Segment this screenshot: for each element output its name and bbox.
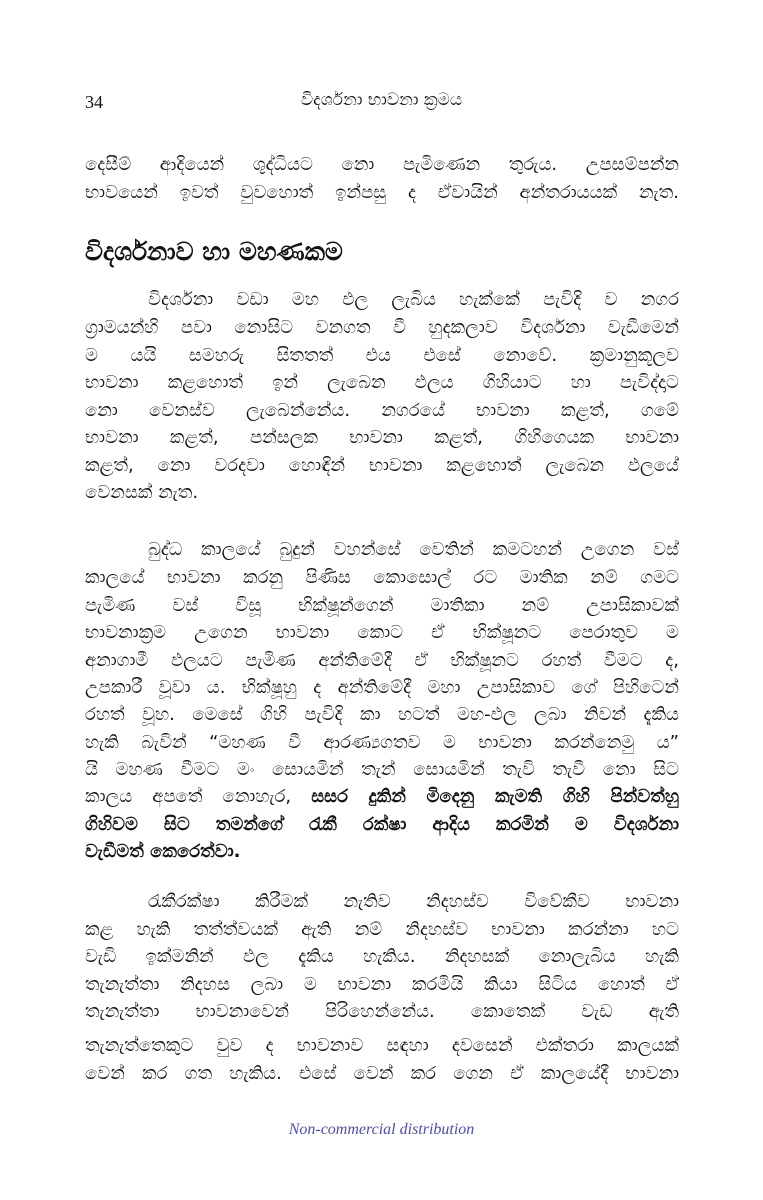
text-line: භාවනාක්‍රම උගෙන භාවනා කොට ඒ භික්ෂූනට පෙරාතුව ම [85, 622, 679, 643]
text-line: රහත් වූහ. මෙසේ ගිහි පැවිදි කා හටත් මහ-ඵල ලබා නිවන් දැකිය [85, 704, 679, 725]
bold-text-segment: සසර දුකින් මිදෙනු කැමති ගිහි පින්වත්හු [311, 786, 679, 807]
text-line: පැමිණ වස් විසූ භික්ෂූන්ගෙන් මාතිකා නම් උපාසිකාවක් [85, 595, 679, 616]
text-line: විදර්ශනා වඩා මහ ඵල ලැබිය හැක්කේ පැවිදි ව නගර [148, 289, 679, 310]
text-line: බුද්ධ කාලයේ බුදුන් වහන්සේ වෙතින් කමටහන් උගෙන වස් [148, 539, 679, 560]
page-number: 34 [85, 92, 103, 112]
text-line: ග්‍රාමයන්හි පවා නොසිට වනගත වී හුදකලාව විදර්ශනා වැඩීමෙන් [85, 317, 679, 338]
text-line: යි මහණ වීමට මං සොයමින් තැන් සොයමින් තැවි තැවී නො සිට [85, 759, 679, 780]
text-line: රැකීරක්ෂා කිරීමක් නැතිව නිදහස්ව විවේකීව භාවනා [148, 891, 679, 912]
text-line: වෙනසක් නැත. [85, 482, 199, 503]
bold-text-line: වැඩීමත් කෙරෙත්වා. [85, 841, 241, 862]
footer-notice: Non-commercial distribution [288, 1121, 475, 1138]
section-heading: විදර්ශනාව හා මහණකම [85, 237, 343, 266]
text-line: භාවයෙන් ඉවත් වුවහොත් ඉන්පසු ද ඒවායින් අන්තරායයක් නැත. [85, 182, 679, 203]
text-line: වැඩි ඉක්මනින් ඵල දැකිය හැකිය. නිදහසක් නොලැබිය හැකි [85, 946, 679, 967]
text-line: කාලයේ භාවනා කරනු පිණිස කොසොල් රට මාතික නම් ගමට [85, 567, 679, 588]
text-line: තැනැත්තෙකුට වුව ද භාවනාව සඳහා දවසෙන් එක්තරා කාලයක් [85, 1035, 679, 1056]
text-line [85, 784, 679, 810]
text-line: දෙසීම් ආදියෙන් ශුද්ධියට නො පැමිණෙන තුරුය. උපසම්පන්න [85, 154, 679, 175]
text-line: කළත්, නො වරදවා හොඳින් භාවනා කළහොත් ලැබෙන ඵලයේ [85, 455, 679, 476]
running-title: විදර්ශනා භාවනා ක්‍රමය [300, 90, 463, 110]
text-line: තැනැත්තා නිදහස ලබා ම භාවනා කරමියි කියා සිටිය හොත් ඒ [85, 974, 679, 995]
text-segment: කාලය අපතේ නොහැර, [85, 786, 312, 807]
text-line: භාවනා කළහොත් ඉන් ලැබෙන ඵලය ගිහියාට හා පැවිද්දාට [85, 372, 679, 393]
text-line: හැකි බැවින් “මහණ වී ආරණ්‍යගතව ම භාවනා කරන්නෙමු ය” [85, 732, 679, 753]
text-line: තැනැත්තා භාවනාවෙන් පිරිහෙන්නේය. කොතෙක් වැඩ ඇති [85, 1001, 679, 1022]
text-line: අනාගාමී ඵලයට පැමිණ අන්තිමේදී ඒ භික්ෂූනට රහත් වීමට ද, [85, 650, 679, 671]
bold-text-line: ගිහිවම සිට තමන්ගේ රැකී රක්ෂා ආදිය කරමින් ම විදර්ශනා [85, 814, 679, 835]
text-line: වෙන් කර ගත හැකිය. එසේ වෙන් කර ගෙන ඒ කාලයේදී භාවනා [85, 1063, 679, 1084]
text-line: උපකාරී වූවා ය. භික්ෂූහු ද අන්තිමේදී මහා උපාසිකාව ගේ පිහිටෙන් [85, 677, 679, 698]
text-line: භාවනා කළත්, පන්සලක භාවනා කළත්, ගිහිගෙයක භාවනා [85, 427, 679, 448]
text-line: ම යයි සමහරු සිතතත් එය එසේ නොවේ. ක්‍රමානුකූලව [85, 345, 679, 366]
text-line: නො වෙනස්ව ලැබෙන්නේය. නගරයේ භාවනා කළත්, ගමේ [85, 400, 679, 421]
text-line: කළ හැකි තත්ත්වයක් ඇති නම් නිදහස්ව භාවනා කරන්නා හට [85, 919, 680, 940]
